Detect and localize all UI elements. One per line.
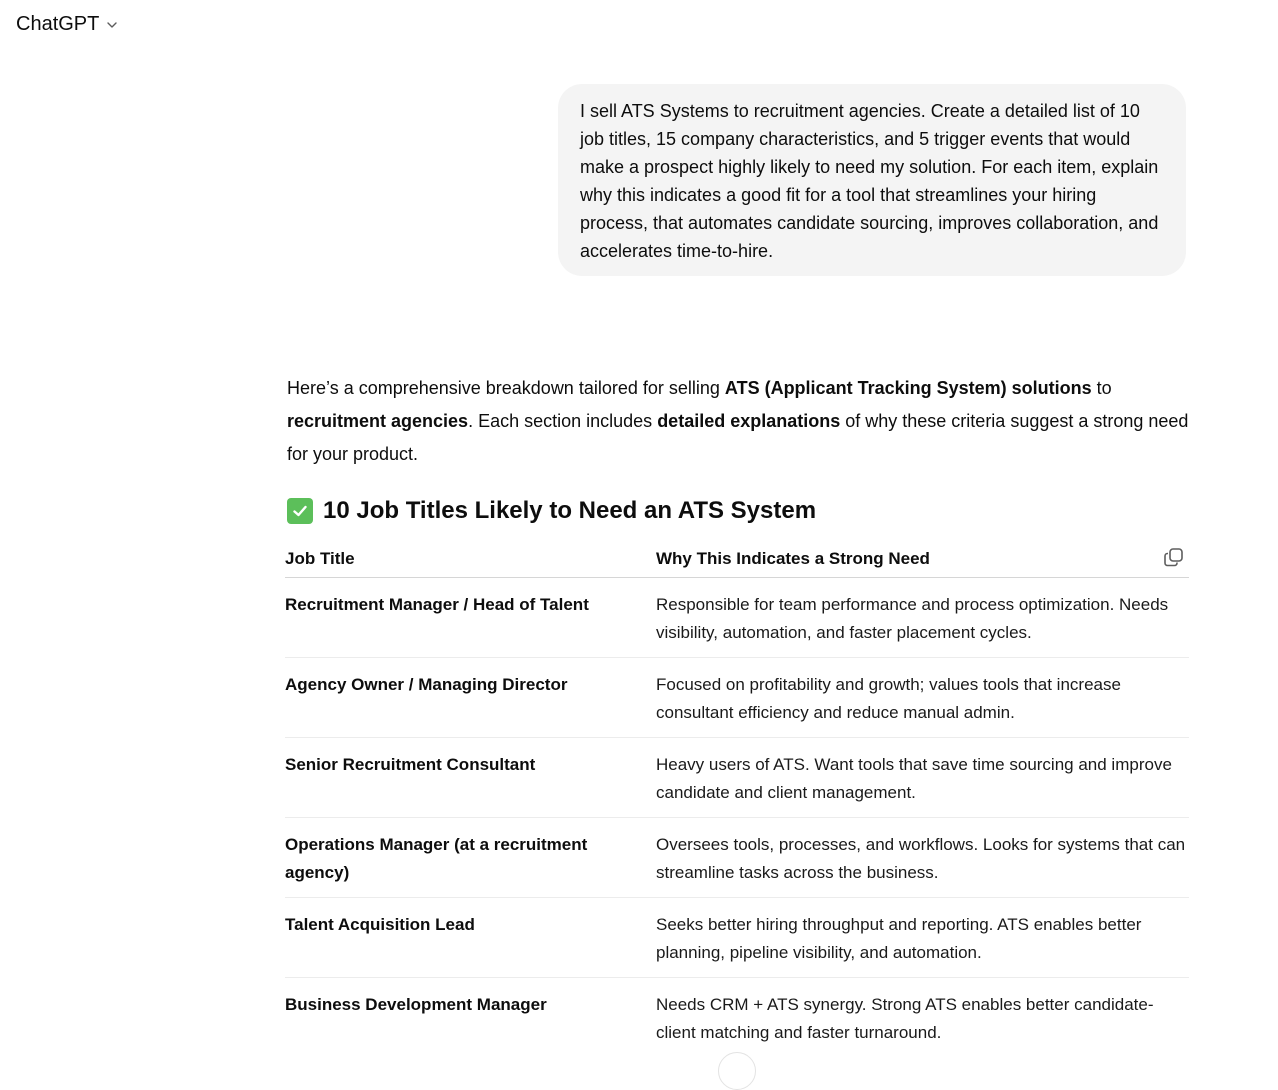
reason-cell: Heavy users of ATS. Want tools that save time sourcing and improve candidate and client management. — [656, 755, 1172, 802]
model-selector[interactable] — [16, 10, 119, 38]
table-row — [285, 818, 1189, 898]
intro-bold-2: recruitment agencies — [287, 411, 469, 431]
user-message-text: I sell ATS Systems to recruitment agencies. Create a detailed list of 10 job titles, 15 company characteristics, and 5 trigger events that would make a prospect highly likely to need my solution. For each item, explain why this indicates a good fit for a tool that streamlines your hiring process, that automates candidate sourcing, improves collaboration, and accelerates time-to-hire. — [580, 101, 1159, 261]
scroll-to-bottom-button[interactable] — [718, 1052, 756, 1090]
table-row — [285, 578, 1189, 658]
job-title-cell: Senior Recruitment Consultant — [285, 755, 536, 774]
section-heading — [287, 493, 1189, 529]
table-header — [285, 540, 1189, 578]
intro-text-1: Here’s a comprehensive breakdown tailored for selling — [287, 378, 725, 398]
app-title: ChatGPT — [16, 12, 100, 35]
job-title-cell: Agency Owner / Managing Director — [285, 675, 568, 694]
reason-cell: Seeks better hiring throughput and reporting. ATS enables better planning, pipeline visibility, and automation. — [656, 915, 1142, 962]
job-titles-table — [285, 540, 1189, 1058]
intro-text-2: to — [1091, 378, 1112, 398]
table-row — [285, 898, 1189, 978]
intro-paragraph — [287, 372, 1189, 471]
job-title-cell: Business Development Manager — [285, 995, 547, 1014]
reason-cell: Responsible for team performance and process optimization. Needs visibility, automation, and faster placement cycles. — [656, 595, 1169, 642]
section-title: 10 Job Titles Likely to Need an ATS System — [323, 497, 817, 524]
reason-cell: Focused on profitability and growth; values tools that increase consultant efficiency and reduce manual admin. — [656, 675, 1121, 722]
table-row — [285, 738, 1189, 818]
user-message-bubble — [558, 84, 1186, 276]
assistant-message — [287, 372, 1189, 529]
intro-text-4: of why these criteria suggest a strong need for your product. — [287, 411, 1189, 464]
table-row — [285, 658, 1189, 738]
chevron-down-icon — [105, 18, 119, 32]
intro-text-3: . Each section includes — [468, 411, 658, 431]
job-title-cell: Recruitment Manager / Head of Talent — [285, 595, 589, 614]
job-title-cell: Talent Acquisition Lead — [285, 915, 475, 934]
column-header-job-title: Job Title — [285, 548, 355, 568]
copy-icon[interactable] — [1163, 546, 1185, 568]
column-header-why: Why This Indicates a Strong Need — [656, 548, 930, 568]
intro-bold-3: detailed explanations — [657, 411, 841, 431]
reason-cell: Oversees tools, processes, and workflows. Looks for systems that can streamline tasks across the business. — [656, 835, 1186, 882]
check-mark-button-icon — [287, 498, 313, 524]
intro-bold-1: ATS (Applicant Tracking System) solutions — [724, 378, 1092, 398]
table-row — [285, 978, 1189, 1058]
job-title-cell: Operations Manager (at a recruitment agency) — [285, 835, 588, 882]
reason-cell: Needs CRM + ATS synergy. Strong ATS enables better candidate-client matching and faster turnaround. — [656, 995, 1154, 1042]
